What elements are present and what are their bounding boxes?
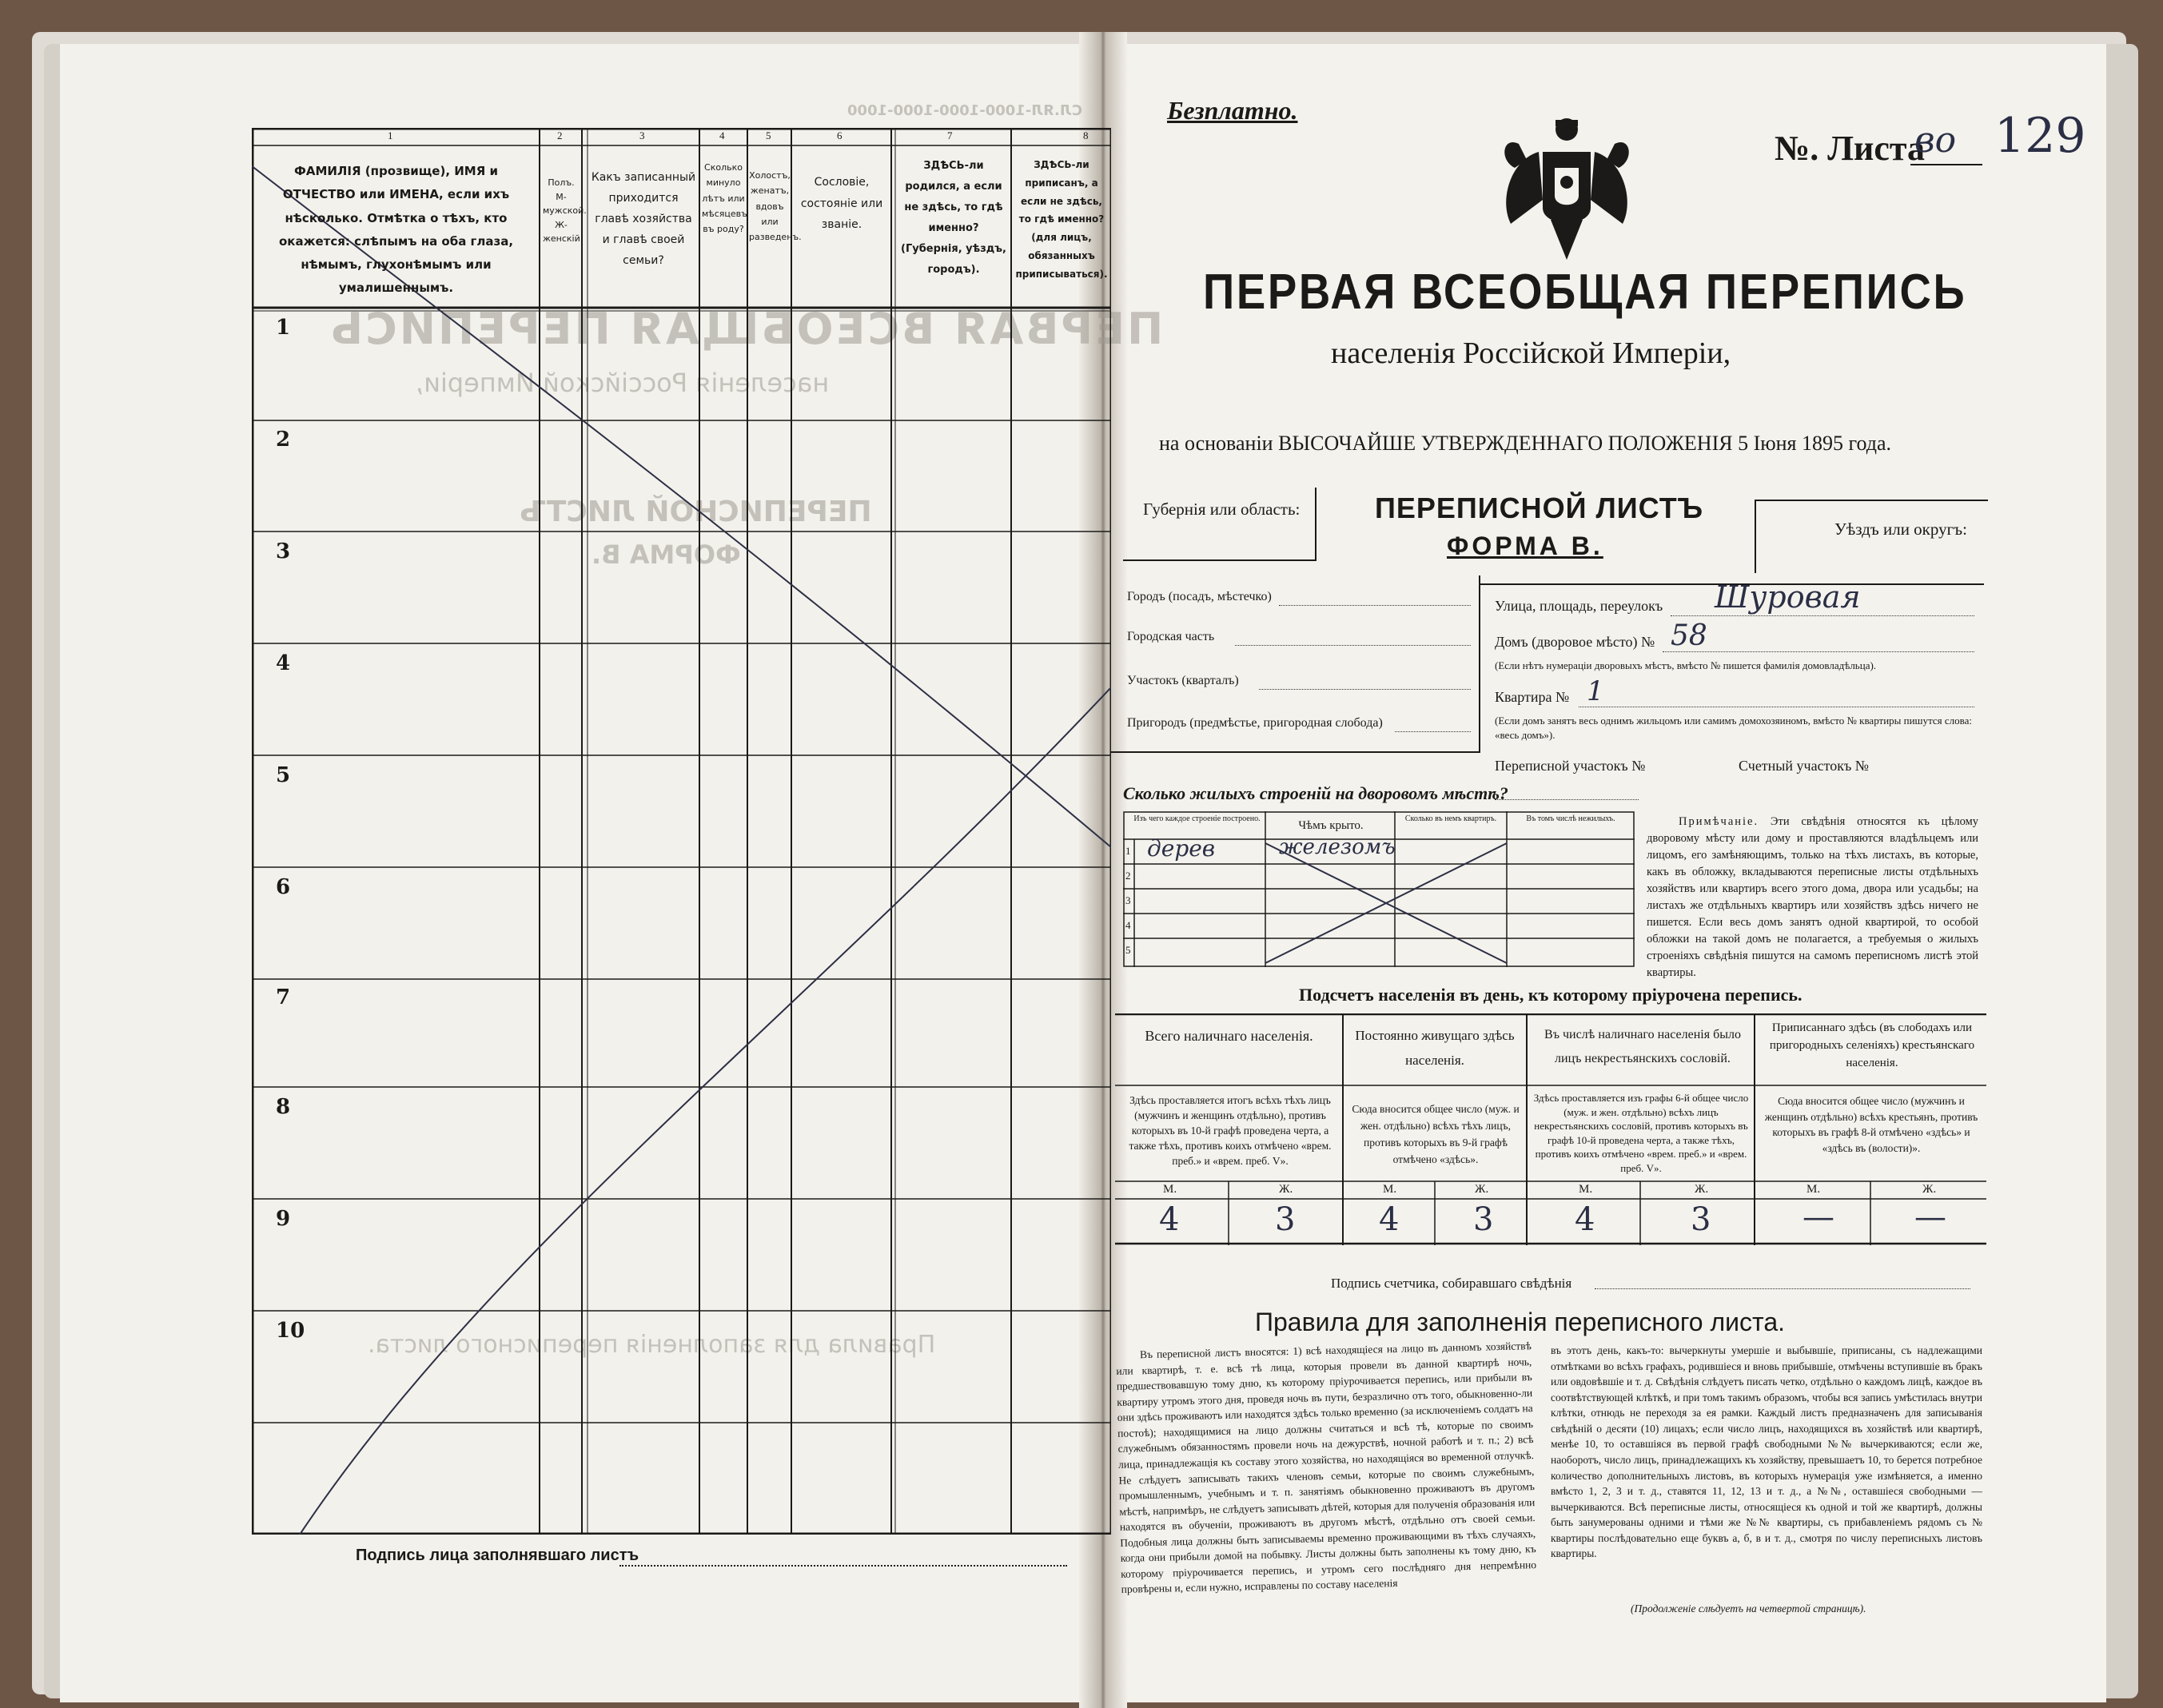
header-estate: Сословіе, состояніе или званіе.	[800, 176, 883, 232]
archive-folio-number: 129	[1994, 108, 2086, 164]
rules-title: Правила для заполненія переписного листа.	[1255, 1308, 1785, 1336]
row-number-4: 4	[276, 651, 291, 675]
count-sex-m-3: М.	[1579, 1183, 1593, 1196]
city-part-field	[1235, 645, 1471, 646]
count-permanent-m: 4	[1379, 1201, 1400, 1238]
buildings-field	[1495, 799, 1639, 800]
respondent-signature-label: Подпись лица заполнявшаго листъ	[356, 1547, 639, 1564]
count-header-present: Всего наличнаго населенія.	[1145, 1028, 1313, 1044]
census-subtitle: населенія Россійской Имперіи,	[1331, 336, 1731, 370]
city-field	[1279, 605, 1471, 606]
count-non-peasant-f: 3	[1691, 1201, 1711, 1238]
count-header-permanent: Постоянно живущаго здѣсь населенія.	[1355, 1028, 1515, 1069]
header-age: Сколько минуло лѣтъ или мѣсяцевъ въ роду?	[702, 162, 747, 234]
population-count-table	[1115, 1013, 1986, 1245]
row-number-7: 7	[276, 985, 291, 1009]
rules-column-2: въ этотъ день, какъ-то: вычеркнуты умершіе и выбывшіе, приписаны, съ надлежащими отмѣтками во всѣхъ графахъ, родившіеся и вновь прибывшіе, отмѣчены вступившіе въ бракъ или овдовѣвшіе и т. д. Свѣдѣнія слѣдуетъ писать четко, отдѣльно о каждомъ лицѣ, каждое въ соотвѣтствующей клѣткѣ, и при томъ такимъ образомъ, чтобы вся запись умѣстилась внутри клѣтки, отнюдь не переходя за ея рамки. Каждый листъ предназначенъ для записыванія свѣдѣній о десяти (10) лицахъ; если число лицъ, находящихся въ хозяйствѣ или квартирѣ, менѣе 10, то оставшіяся въ первой графѣ свободными №№ вычеркиваются; если же, наоборотъ, число лицъ, принадлежащихъ къ хозяйству, превышаетъ 10, то берется потребное количество дополнительныхъ листовъ, въ которыхъ нумерація уже измѣняется, а именно вмѣсто 1, 2, 3 и т. д., ставятся 11, 12, 13 и т. д., а №№, оставшіеся свободными — вычеркиваются. Всѣ переписные листы, относящіеся къ одной и той же квартирѣ, должны быть занумерованы одними и тѣми же №№ квартиры, съ прибавленіемъ рядомъ съ № квартиры послѣдовательно еще буквъ а, б, в и т. д., смотря по числу переписныхъ листовъ квартиры.	[1551, 1344, 1982, 1560]
ghost-code: СЛ.ЯЛ-1000-1000-1000-1000	[847, 102, 1083, 119]
district-label: Уѣздъ или округъ:	[1834, 520, 1967, 539]
count-section-label: Счетный участокъ №	[1739, 758, 1869, 774]
signature-line	[619, 1565, 1067, 1567]
enumerator-signature-line	[1595, 1288, 1970, 1289]
census-basis: на основаніи ВЫСОЧАЙШЕ УТВЕРЖДЕННАГО ПОЛОЖЕНІЯ 5 Іюня 1895 года.	[1159, 432, 1892, 455]
table-grid	[252, 128, 1111, 1535]
count-desc-non-peasant: Здѣсь проставляется изъ графы 6-й общее число (муж. и жен. отдѣльно) всѣхъ лицъ некрестьянскихъ сословій, противъ которыхъ въ графѣ 10-й проведена черта, а также тѣхъ, противъ коихъ отмѣчено «врем. преб.» и «врем. преб. V».	[1533, 1092, 1749, 1174]
census-person-table	[252, 128, 1111, 1535]
census-title: ПЕРВАЯ ВСЕОБЩАЯ ПЕРЕПИСЬ	[1203, 265, 1967, 320]
buildings-table	[1123, 811, 1635, 967]
apartment-value: 1	[1587, 675, 1604, 707]
row-number-6: 6	[276, 875, 291, 899]
row-number-9: 9	[276, 1207, 291, 1231]
row-number-10: 10	[276, 1319, 305, 1343]
note-title: Примѣчаніе.	[1679, 815, 1759, 828]
count-sex-f-1: Ж.	[1279, 1183, 1293, 1196]
suburb-field	[1395, 731, 1471, 732]
note-text: Эти свѣдѣнія относятся къ цѣлому дворовому мѣсту или дому и проставляются владѣльцемъ или лицомъ, его замѣняющимъ, только на тѣхъ листахъ, въ которые, какъ въ обложку, вкладываются переписные листы отдѣльныхъ хозяйствъ или квартиръ всего этого дома, двора или усадьбы; на листахъ же отдѣльныхъ квартиръ или хозяйствъ здѣсь ничего не пишется. Если весь домъ занятъ одной квартирой, то особой обложки на такой домъ не полагается, а требуемыя о жилыхъ строеніяхъ свѣдѣнія пишутся на самомъ переписномъ листѣ этой квартиры.	[1647, 815, 1978, 980]
precinct-label: Участокъ (кварталъ)	[1127, 674, 1239, 687]
rules-continued: (Продолженіе слѣдуетъ на четвертой страницѣ).	[1631, 1602, 1866, 1614]
buildings-question: Сколько жилыхъ строеній на дворовомъ мѣстѣ?	[1123, 783, 1508, 803]
row-number-5: 5	[276, 763, 291, 787]
col-number-3: 3	[639, 129, 645, 141]
col-number-4: 4	[719, 129, 725, 141]
header-birthplace: ЗДѢСЬ-ли родился, а если не здѣсь, то гдѣ именно? (Губернія, уѣздъ, городъ).	[901, 160, 1006, 276]
house-note: (Если нѣтъ нумераціи дворовыхъ мѣстъ, вмѣсто № пишется фамилія домовладѣльца).	[1495, 659, 1877, 671]
count-desc-permanent: Сюда вносится общее число (муж. и жен. отдѣльно) всѣхъ тѣхъ лицъ, противъ которыхъ въ 9-й графѣ отмѣчено «здѣсь».	[1352, 1103, 1520, 1165]
buildings-row-3-num: 3	[1125, 894, 1131, 906]
province-box	[1123, 488, 1317, 561]
count-sex-f-4: Ж.	[1922, 1183, 1937, 1196]
col-number-6: 6	[837, 129, 842, 141]
header-marital: Холостъ, женатъ, вдовъ или разведенъ.	[749, 170, 802, 242]
header-name: ФАМИЛІЯ (прозвище), ИМЯ и ОТЧЕСТВО или ИМЕНА, если ихъ нѣсколько. Отмѣтка о тѣхъ, кто окажется: слѣпымъ на оба глаза, нѣмымъ, глухонѣмымъ или умалишеннымъ.	[278, 164, 514, 296]
suburb-label: Пригородъ (предмѣстье, пригородная слобода)	[1127, 716, 1383, 730]
header-registered: ЗДѢСЬ-ли приписанъ, а если не здѣсь, то гдѣ именно? (для лицъ, обязанныхъ приписываться).	[1015, 159, 1108, 280]
sheet-number-value: во	[1914, 120, 1957, 161]
count-desc-present: Здѣсь проставляется итогъ всѣхъ тѣхъ лицъ (мужчинъ и женщинъ отдѣльно), противъ которыхъ въ 10-й графѣ проведена черта, а также тѣхъ, противъ коихъ отмѣчено «врем. преб.» и «врем. преб. V».	[1129, 1094, 1332, 1167]
col-number-1: 1	[388, 129, 393, 141]
count-present-m: 4	[1159, 1201, 1180, 1238]
count-title: Подсчетъ населенія въ день, къ которому пріурочена перепись.	[1299, 985, 1802, 1005]
apartment-label: Квартира №	[1495, 689, 1570, 705]
buildings-row-4-num: 4	[1125, 919, 1131, 931]
buildings-row-1-roof: железомъ	[1279, 835, 1396, 859]
ghost-title: ПЕРВАЯ ВСЕОБЩАЯ ПЕРЕПИСЬ	[328, 304, 1164, 354]
buildings-header-roof: Чѣмъ крыто.	[1298, 819, 1364, 832]
form-label: ФОРМА В.	[1447, 532, 1603, 560]
buildings-row-5-num: 5	[1125, 944, 1131, 956]
province-label: Губернія или область:	[1143, 500, 1301, 519]
col-number-7: 7	[947, 129, 953, 141]
ghost-sheet: ПЕРЕПИСНОЙ ЛИСТЪ	[520, 496, 872, 528]
header-relation: Какъ записанный приходится главѣ хозяйства и главѣ своей семьи?	[591, 171, 696, 267]
buildings-row-1-num: 1	[1125, 845, 1131, 857]
house-label: Домъ (дворовое мѣсто) №	[1495, 634, 1655, 650]
row-number-3: 3	[276, 539, 291, 563]
col-number-8: 8	[1083, 129, 1089, 141]
buildings-row-1-material: дерев	[1147, 835, 1216, 862]
col-number-2: 2	[557, 129, 563, 141]
count-sex-m-4: М.	[1806, 1183, 1821, 1196]
house-field	[1663, 651, 1974, 652]
count-non-peasant-m: 4	[1575, 1201, 1595, 1238]
col-number-5: 5	[766, 129, 771, 141]
street-field	[1671, 615, 1974, 616]
count-sex-m-1: М.	[1163, 1183, 1177, 1196]
rules-column-1: Въ переписной листъ вносятся: 1) всѣ находящіеся на лицо въ данномъ хозяйствѣ или квартирѣ, т. е. всѣ тѣ лица, которыя провели въ данной квартирѣ ночь, предшествовавшую тому дню, къ которому пріурочивается перепись, или прибыли въ квартиру утромъ этого дня, проведя ночь въ пути, безразлично отъ того, обыкновенно-ли они здѣсь проживаютъ или находятся здѣсь только временно (за исключеніемъ солдатъ на постоѣ); находящимися на лицо должны считаться и всѣ тѣ, которые по своимъ служебнымъ обязанностямъ провели ночь на дежурствѣ, ночной работѣ и т. п.; 2) всѣ лица, принадлежащія къ составу этого хозяйства, но находящіяся во временной отлучкѣ. Не слѣдуетъ записывать такихъ членовъ семьи, которые по своимъ служебнымъ, промышленнымъ, учебнымъ и т. п. занятіямъ обыкновенно проживаютъ въ другомъ мѣстѣ, напримѣръ, не слѣдуетъ записывать дѣтей, которыя для полученія образованія или находятся въ обученіи, проживаютъ въ другомъ мѣстѣ, отдѣльно отъ своей семьи. Подобныя лица должны быть записываемы временно проживающими въ тѣхъ случаяхъ, когда они прибыли домой на побывку. Листы должны быть заполнены къ тому дню, къ которому пріурочивается перепись, и утромъ сего послѣдняго дня непремѣнно провѣрены и, если нужно, исправлены по составу населенія	[1116, 1340, 1537, 1596]
count-peasant-f: —	[1914, 1199, 1946, 1236]
city-part-label: Городская часть	[1127, 630, 1215, 643]
enumerator-signature-label: Подпись счетчика, собиравшаго свѣдѣнія	[1331, 1276, 1572, 1291]
row-number-8: 8	[276, 1095, 291, 1119]
sheet-type: ПЕРЕПИСНОЙ ЛИСТЪ	[1375, 492, 1704, 524]
sheet-number-underline	[1910, 164, 1982, 165]
precinct-field	[1259, 689, 1471, 690]
house-value: 58	[1671, 619, 1707, 652]
count-header-non-peasant: Въ числѣ наличнаго населенія было лицъ некрестьянскихъ сословій.	[1544, 1028, 1741, 1065]
count-header-peasant: Приписаннаго здѣсь (въ слободахъ или пригородныхъ селеніяхъ) крестьянскаго населенія.	[1769, 1021, 1975, 1069]
street-label: Улица, площадь, переулокъ	[1495, 598, 1663, 614]
buildings-header-material: Изъ чего каждое строеніе построено.	[1133, 814, 1261, 823]
buildings-row-2-num: 2	[1125, 870, 1131, 882]
count-permanent-f: 3	[1473, 1201, 1494, 1238]
count-peasant-m: —	[1802, 1199, 1834, 1236]
ghost-form: ФОРМА В.	[592, 539, 741, 570]
ghost-rules: Правила для заполненія переписного листа.	[368, 1331, 936, 1359]
strike-line-lower	[300, 687, 1111, 1535]
ghost-subtitle: населенія Россійской Имперіи,	[416, 368, 830, 398]
buildings-header-nonresidential: Въ томъ числѣ нежилыхъ.	[1526, 814, 1615, 823]
buildings-note	[1647, 814, 1978, 981]
row-number-2: 2	[276, 428, 291, 452]
imperial-eagle-icon	[1495, 112, 1639, 264]
sheet-number-label: №. Листа	[1775, 129, 1926, 168]
count-sex-f-3: Ж.	[1695, 1183, 1709, 1196]
census-section-label: Переписной участокъ №	[1495, 758, 1646, 774]
apartment-note: (Если домъ занятъ весь однимъ жильцомъ или самимъ домохозяиномъ, вмѣсто № квартиры пишутся слова: «весь домъ»).	[1495, 715, 1973, 742]
count-present-f: 3	[1275, 1201, 1296, 1238]
count-sex-f-2: Ж.	[1475, 1183, 1489, 1196]
header-sex: Полъ. М-мужской. Ж-женскій.	[543, 177, 587, 245]
row-number-1: 1	[276, 316, 291, 340]
count-sex-m-2: М.	[1383, 1183, 1397, 1196]
buildings-header-apartments: Сколько въ немъ квартиръ.	[1404, 814, 1497, 823]
city-label: Городъ (посадъ, мѣстечко)	[1127, 590, 1272, 603]
street-value: Шуровая	[1715, 579, 1861, 615]
free-label: Безплатно.	[1167, 96, 1298, 125]
count-desc-peasant: Сюда вносится общее число (мужчинъ и женщинъ отдѣльно) всѣхъ крестьянъ, противъ которыхъ въ графѣ 8-й отмѣчено «здѣсь» и «здѣсь въ (волости)».	[1764, 1095, 1978, 1154]
